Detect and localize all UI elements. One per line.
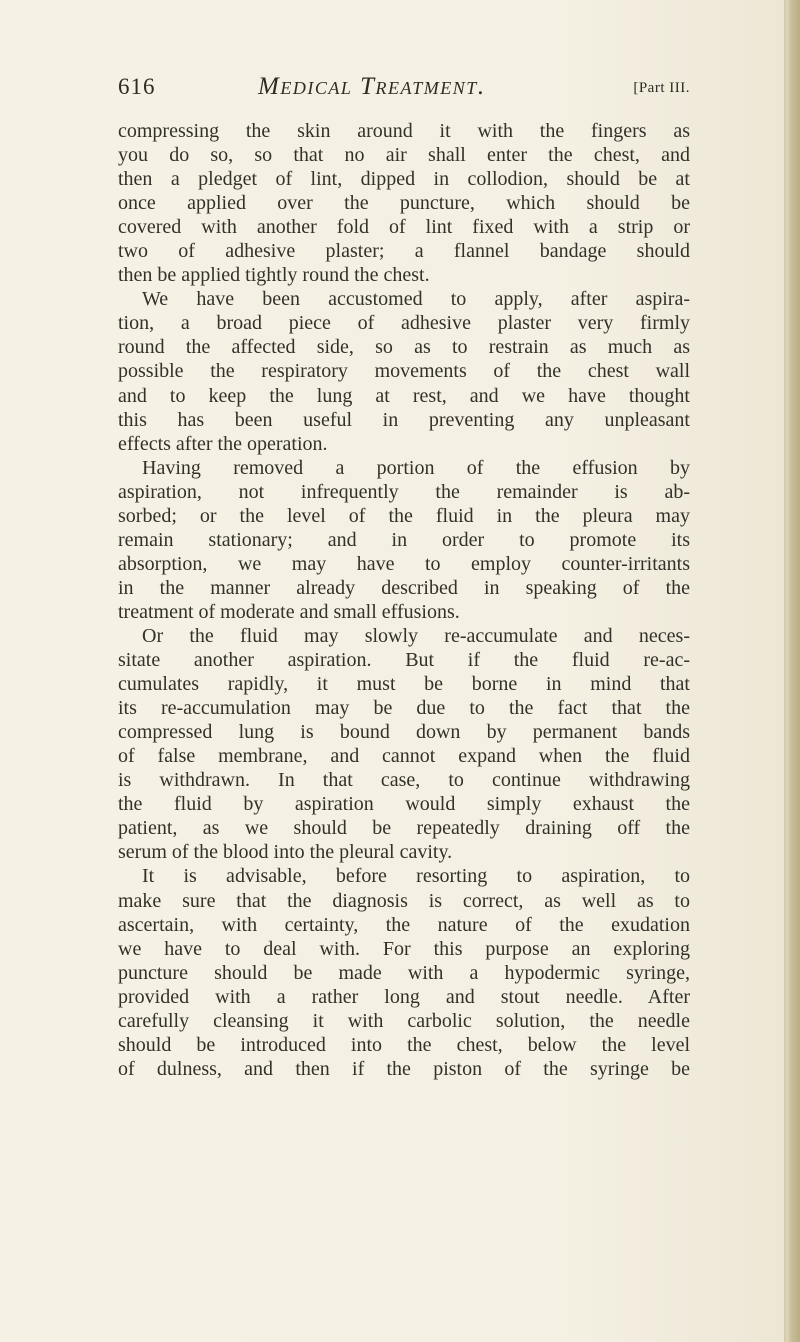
text-line: tion, a broad piece of adhesive plaster very firmly — [118, 312, 690, 335]
text-line: make sure that the diagnosis is correct, as well as to — [118, 889, 690, 912]
text-line: compressed lung is bound down by permanent bands — [118, 721, 690, 744]
text-line: in the manner already described in speaking of the — [118, 576, 690, 599]
text-line: ascertain, with certainty, the nature of the exudation — [118, 913, 690, 936]
text-line: once applied over the puncture, which should be — [118, 192, 690, 215]
part-label: [Part III. — [633, 80, 690, 96]
text-line: absorption, we may have to employ counter-irritants — [118, 552, 690, 575]
text-line: you do so, so that no air shall enter the chest, and — [118, 144, 690, 167]
text-line: remain stationary; and in order to promote its — [118, 528, 690, 551]
running-title: Medical Treatment. — [258, 73, 486, 100]
text-line: We have been accustomed to apply, after aspira- — [142, 288, 690, 311]
text-line: round the affected side, so as to restrain as much as — [118, 336, 690, 359]
text-line: serum of the blood into the pleural cavity. — [118, 841, 453, 864]
text-line: we have to deal with. For this purpose an exploring — [118, 937, 690, 960]
text-line: covered with another fold of lint fixed with a strip or — [118, 216, 690, 239]
page-header — [118, 74, 690, 110]
text-line: Or the fluid may slowly re-accumulate and neces- — [142, 624, 690, 647]
text-line: provided with a rather long and stout needle. After — [118, 985, 690, 1008]
text-line: two of adhesive plaster; a flannel bandage should — [118, 240, 690, 263]
body-text — [118, 119, 690, 1081]
text-line: is withdrawn. In that case, to continue withdrawing — [118, 769, 690, 792]
text-line: then be applied tightly round the chest. — [118, 264, 430, 287]
text-line: compressing the skin around it with the fingers as — [118, 120, 690, 142]
page-edge — [786, 0, 800, 1342]
text-line: its re-accumulation may be due to the fact that the — [118, 697, 690, 720]
text-line: carefully cleansing it with carbolic solution, the needle — [118, 1009, 690, 1032]
text-line: cumulates rapidly, it must be borne in mind that — [118, 673, 690, 696]
text-line: of false membrane, and cannot expand when the fluid — [118, 745, 690, 768]
text-line: aspiration, not infrequently the remainder is ab- — [118, 480, 690, 503]
text-line: possible the respiratory movements of the chest wall — [118, 360, 690, 383]
text-line: patient, as we should be repeatedly draining off the — [118, 817, 690, 840]
text-line: the fluid by aspiration would simply exhaust the — [118, 793, 690, 816]
text-line: sitate another aspiration. But if the fluid re-ac- — [118, 649, 690, 672]
text-line: and to keep the lung at rest, and we have thought — [118, 384, 690, 407]
text-line: then a pledget of lint, dipped in collodion, should be at — [118, 168, 690, 191]
text-line: It is advisable, before resorting to aspiration, to — [142, 865, 690, 888]
text-line: should be introduced into the chest, below the level — [118, 1033, 690, 1056]
text-line: treatment of moderate and small effusions. — [118, 600, 460, 623]
text-line: effects after the operation. — [118, 432, 328, 455]
text-line: puncture should be made with a hypodermic syringe, — [118, 961, 690, 984]
text-line: this has been useful in preventing any unpleasant — [118, 408, 690, 431]
text-line: of dulness, and then if the piston of the syringe be — [118, 1057, 690, 1080]
text-line: sorbed; or the level of the fluid in the pleura may — [118, 504, 690, 527]
page-number: 616 — [118, 74, 156, 99]
text-line: Having removed a portion of the effusion by — [142, 456, 690, 479]
